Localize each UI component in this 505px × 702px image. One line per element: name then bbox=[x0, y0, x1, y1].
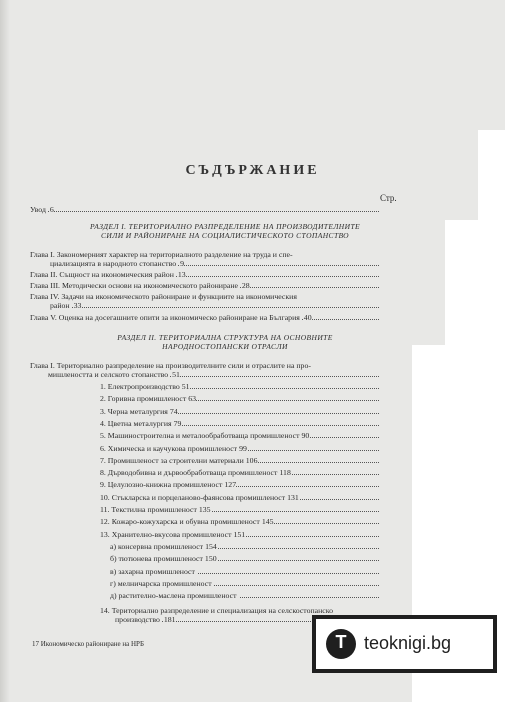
toc-subentry: а) консервна промишленост 154 bbox=[110, 542, 405, 551]
toc-chapter-cont: мишлеността и селското стопанство 51 bbox=[48, 370, 405, 379]
book-t-icon bbox=[326, 629, 356, 659]
toc-subentry: 5. Машиностроителна и металообработваща промишленост 90 bbox=[100, 431, 405, 440]
toc-subentry: 9. Целулозно-книжна промишленост 127 bbox=[100, 480, 405, 489]
toc-subentry: 11. Текстилна промишленост 135 bbox=[100, 505, 405, 514]
toc-subentry: 10. Стъкларска и порцеланово-фаянсова промишленост 131 bbox=[100, 493, 405, 502]
toc-entry: Глава V. Оценка на досегашните опити за икономическо райониране на България 40 bbox=[30, 313, 405, 322]
toc-subentry: 4. Цветна металургия 79 bbox=[100, 419, 405, 428]
toc-entry: Глава II. Същност на икономическия район 13 bbox=[30, 270, 405, 279]
page-cutout bbox=[478, 130, 505, 225]
section-2-heading: РАЗДЕЛ II. ТЕРИТОРИАЛНА СТРУКТУРА НА ОСНОВНИТЕ НАРОДНОСТОПАНСКИ ОТРАСЛИ bbox=[117, 333, 333, 351]
toc-entry-cont: район 33 bbox=[50, 301, 405, 310]
toc-subentry: 8. Дърводобивна и дървообработваща промишленост 118 bbox=[100, 468, 405, 477]
toc-subentry: 1. Електропроизводство 51 bbox=[100, 382, 405, 391]
toc-entry: Глава I. Закономерният характер на териториалното разделение на труда и спе- bbox=[30, 250, 293, 259]
watermark-text: teoknigi.bg bbox=[364, 633, 452, 653]
toc-entry-cont: циализацията в народното стопанство 9 bbox=[50, 259, 405, 268]
toc-subentry: 6. Химическа и каучукова промишленост 99 bbox=[100, 444, 405, 453]
toc-chapter: Глава I. Териториално разпределение на производителните сили и отраслите на про- bbox=[30, 361, 311, 370]
toc-entry: Глава III. Методически основи на икономическото райониране 28 bbox=[30, 281, 405, 290]
toc-subentry: в) захарна промишленост bbox=[110, 567, 405, 576]
toc-subentry: 2. Горивна промишленост 63 bbox=[100, 394, 405, 403]
toc-subentry: г) мелничарска промишленост bbox=[110, 579, 405, 588]
toc-subentry: б) тютюнева промишленост 150 bbox=[110, 554, 405, 563]
toc-subentry: 3. Черна металургия 74 bbox=[100, 407, 405, 416]
page-column-header: Стр. bbox=[380, 193, 397, 203]
toc-subentry: 13. Хранително-вкусова промишленост 151 bbox=[100, 530, 405, 539]
toc-entry: Глава IV. Задачи на икономическото райониране и функциите на икономическия bbox=[30, 292, 297, 301]
toc-title: СЪДЪРЖАНИЕ bbox=[185, 163, 320, 178]
toc-subentry: 12. Кожаро-кожухарска и обувна промишленост 145 bbox=[100, 517, 405, 526]
toc-subentry: д) растително-маслена промишленост bbox=[110, 591, 405, 600]
toc-entry-intro: Увод 6 bbox=[30, 205, 405, 214]
section-1-heading: РАЗДЕЛ I. ТЕРИТОРИАЛНО РАЗПРЕДЕЛЕНИЕ НА ПРОИЗВОДИТЕЛНИТЕ СИЛИ И РАЙОНИРАНЕ НА СОЦИАЛИСТИЧЕСКОТО СТОПАНСТВО bbox=[89, 222, 360, 240]
toc-entry-cont: производство 181 bbox=[115, 615, 405, 624]
page-cutout bbox=[445, 220, 505, 350]
page-footer: 17 Икономическо райониране на НРБ bbox=[32, 640, 144, 648]
toc-subentry: 7. Промишленост за строителни материали 106 bbox=[100, 456, 405, 465]
page-binding-edge bbox=[0, 0, 10, 702]
watermark-logo bbox=[312, 615, 497, 673]
toc-entry: 14. Териториално разпределение и специализация на селскостопанско bbox=[100, 606, 334, 615]
